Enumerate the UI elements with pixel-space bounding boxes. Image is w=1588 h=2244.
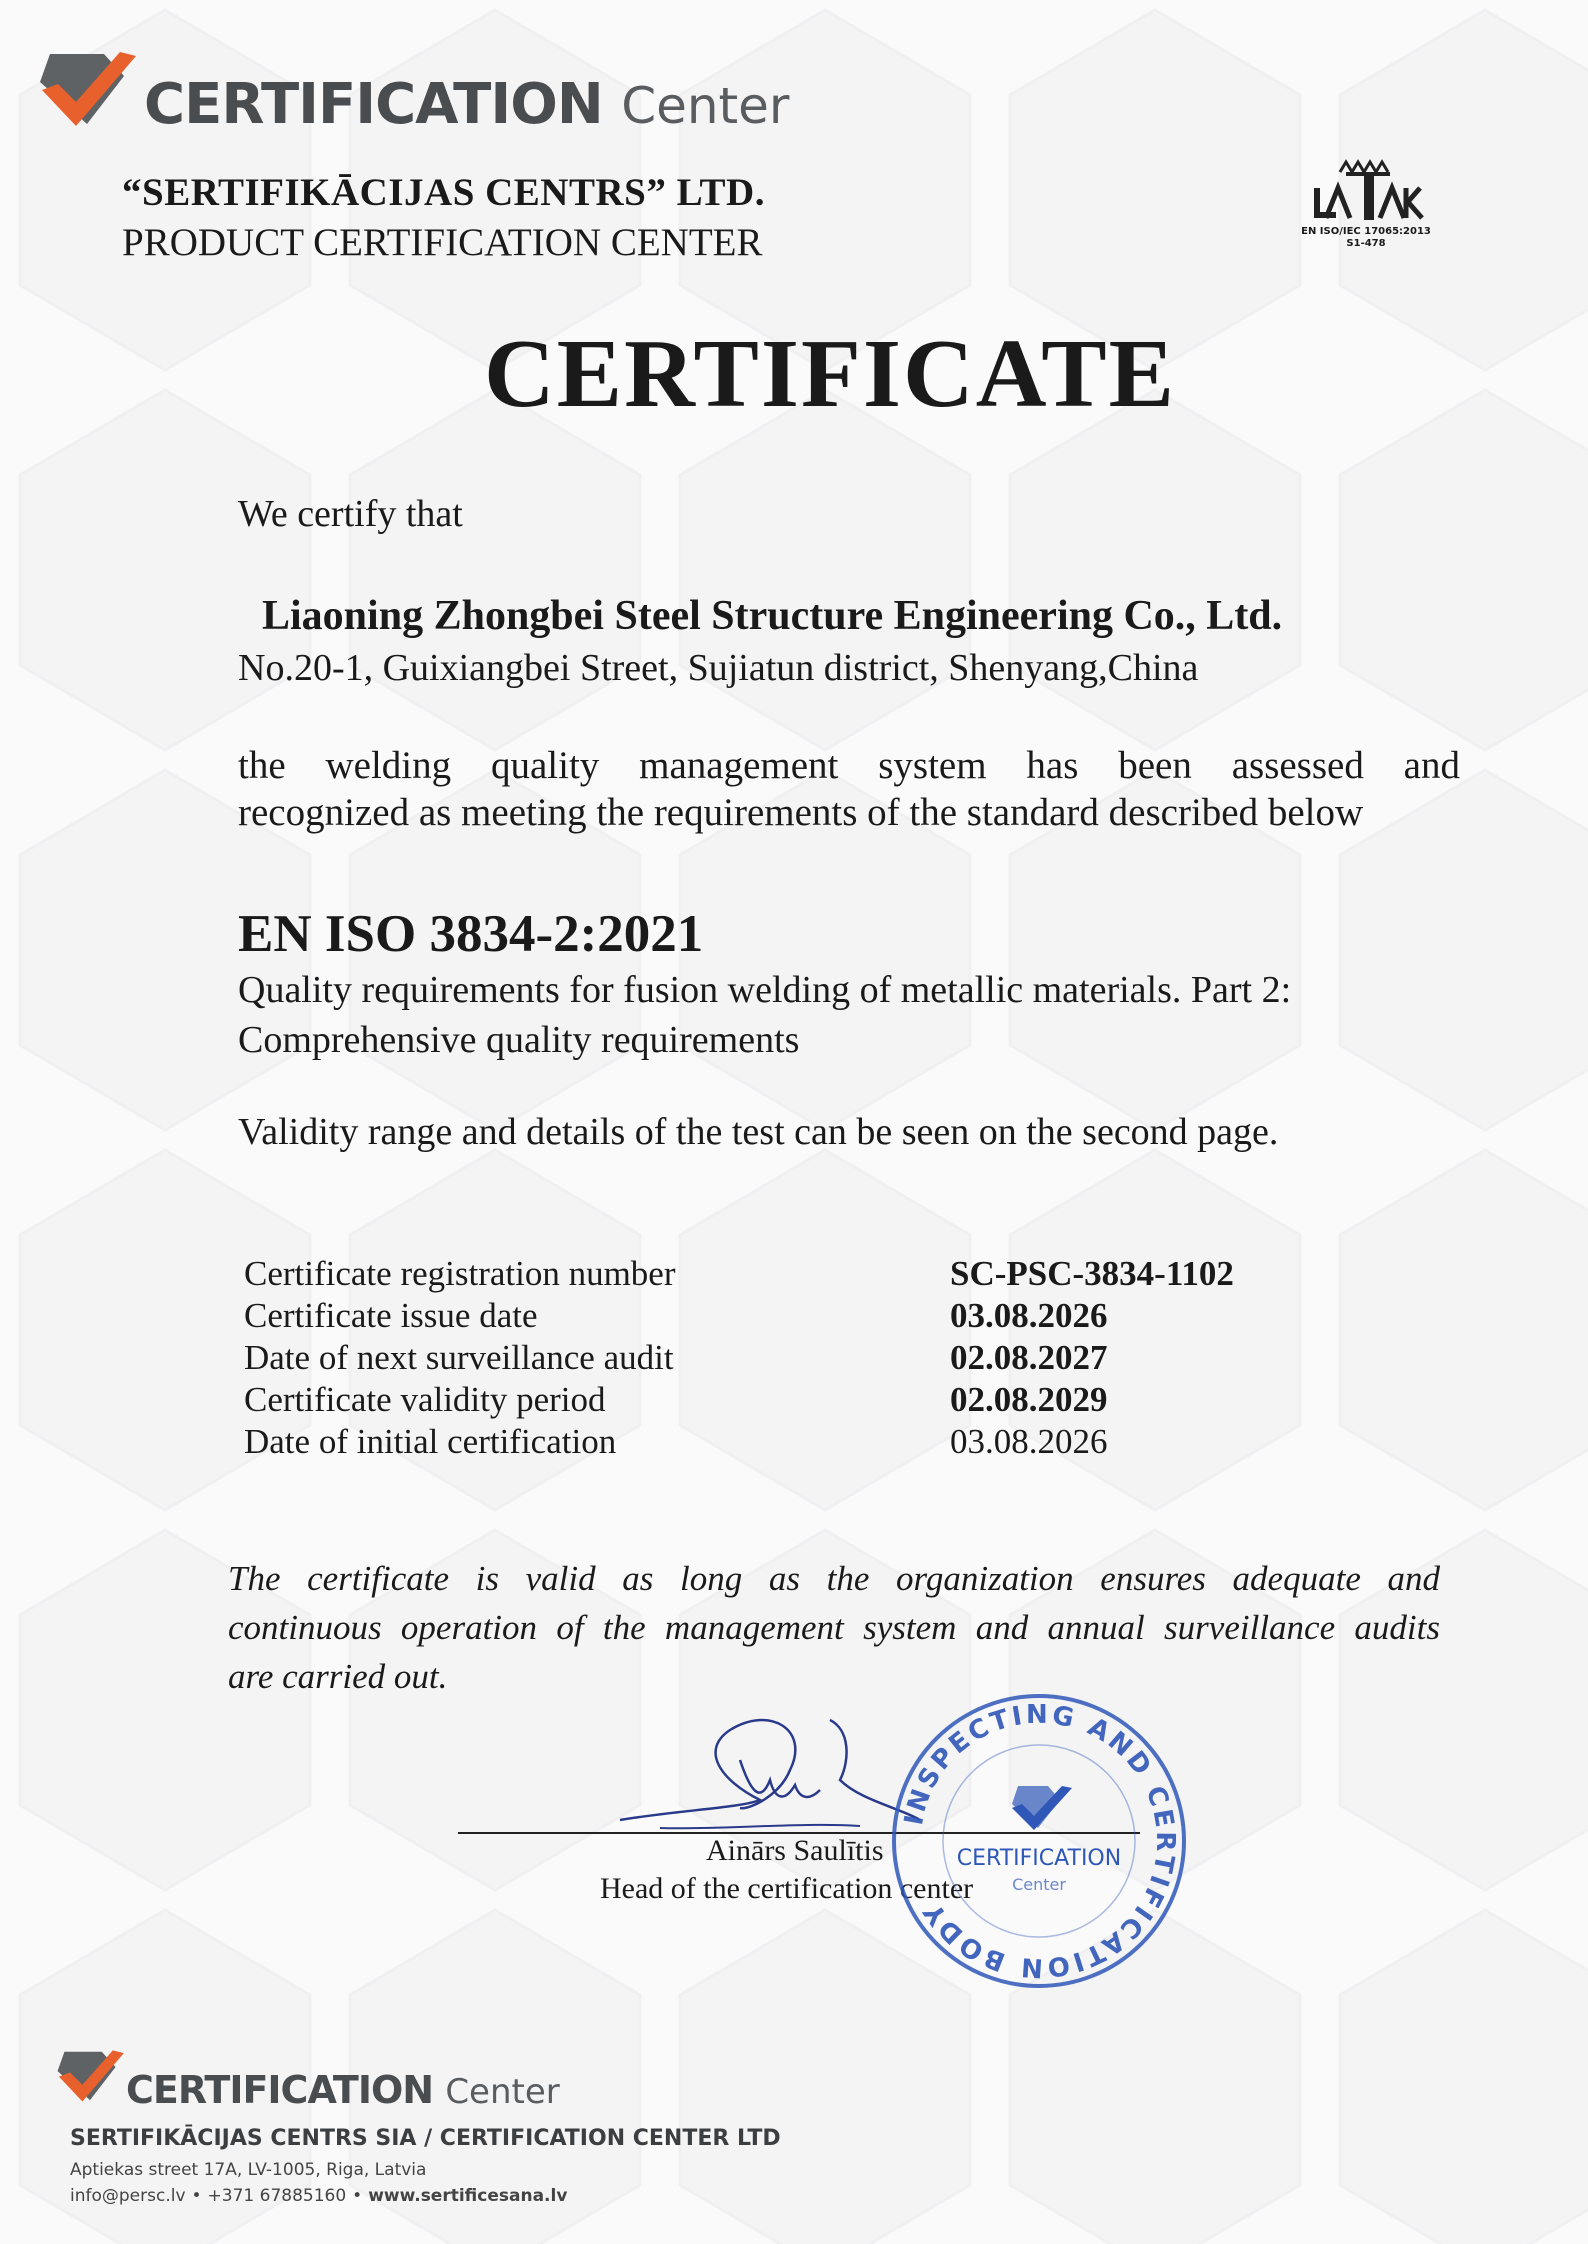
shield-check-icon <box>32 42 142 142</box>
footer-bullet: • <box>352 2186 363 2206</box>
statement-line-2: recognized as meeting the requirements of the standard described below <box>238 791 1364 834</box>
latak-accreditation-mark <box>1296 150 1436 260</box>
validity-statement-line-2: continuous operation of the management system and annual surveillance audits <box>228 1608 1440 1647</box>
certificate-title: CERTIFICATE <box>484 320 1176 428</box>
standard-code: EN ISO 3834-2:2021 <box>238 905 704 963</box>
detail-value: 03.08.2026 <box>950 1422 1108 1461</box>
certification-center-logo <box>32 42 790 142</box>
validity-statement-line-3: are carried out. <box>228 1657 448 1696</box>
signatory-role: Head of the certification center <box>600 1872 974 1905</box>
organization-name: Liaoning Zhongbei Steel Structure Engineering Co., Ltd. <box>262 593 1283 639</box>
detail-label: Date of next surveillance audit <box>244 1338 674 1377</box>
latak-logo-icon <box>1296 150 1436 226</box>
standard-description-line-1: Quality requirements for fusion welding of metallic materials. Part 2: <box>238 969 1292 1011</box>
stamp-shield-icon <box>1012 1786 1072 1830</box>
issuer-name: “SERTIFIKĀCIJAS CENTRS” LTD. <box>122 171 765 214</box>
organization-address: No.20-1, Guixiangbei Street, Sujiatun district, Shenyang,China <box>238 647 1199 689</box>
detail-value: SC-PSC-3834-1102 <box>950 1254 1234 1293</box>
footer-phone: +371 67885160 <box>207 2186 347 2206</box>
statement-line-1: the welding quality management system has been assessed and <box>238 744 1460 787</box>
stamp-ring-text: INSPECTING AND CERTIFICATION BODY <box>899 1699 1181 1983</box>
latak-number: S1-478 <box>1346 238 1386 249</box>
logo-wordmark: CERTIFICATION Center <box>144 72 790 137</box>
intro-text: We certify that <box>238 493 463 535</box>
footer-company: SERTIFIKĀCIJAS CENTRS SIA / CERTIFICATION CENTER LTD <box>70 2126 781 2151</box>
validity-note: Validity range and details of the test can be seen on the second page. <box>238 1111 1279 1153</box>
footer-contacts <box>70 2186 567 2206</box>
footer-logo-wordmark: CERTIFICATION Center <box>126 2068 560 2112</box>
stamp-brand: CERTIFICATION <box>956 1846 1122 1871</box>
standard-description-line-2: Comprehensive quality requirements <box>238 1019 800 1061</box>
detail-value: 03.08.2026 <box>950 1296 1108 1335</box>
footer-website[interactable]: www.sertificesana.lv <box>368 2186 568 2206</box>
detail-value: 02.08.2029 <box>950 1380 1108 1419</box>
signatory-name: Ainārs Saulītis <box>706 1834 884 1867</box>
detail-label: Certificate validity period <box>244 1380 606 1419</box>
handwritten-signature <box>600 1690 930 1850</box>
validity-statement <box>228 1554 1440 1701</box>
footer-email[interactable]: info@persc.lv <box>70 2186 186 2206</box>
svg-text:INSPECTING AND CERTIFICATION B <box>899 1700 1180 1983</box>
footer-bullet: • <box>191 2186 202 2206</box>
latak-standard: EN ISO/IEC 17065:2013 <box>1301 226 1431 237</box>
issuer-subtitle: PRODUCT CERTIFICATION CENTER <box>122 221 763 264</box>
validity-statement-line-1: The certificate is valid as long as the organization ensures adequate and <box>228 1559 1440 1598</box>
detail-label: Date of initial certification <box>244 1422 617 1461</box>
footer-logo <box>52 2042 592 2120</box>
detail-label: Certificate issue date <box>244 1296 538 1335</box>
detail-value: 02.08.2027 <box>950 1338 1108 1377</box>
shield-check-icon <box>52 2042 128 2114</box>
detail-label: Certificate registration number <box>244 1254 676 1293</box>
stamp-brand-light: Center <box>1012 1875 1066 1894</box>
certification-body-stamp <box>888 1690 1190 1992</box>
footer-address: Aptiekas street 17A, LV-1005, Riga, Latvia <box>70 2160 427 2180</box>
